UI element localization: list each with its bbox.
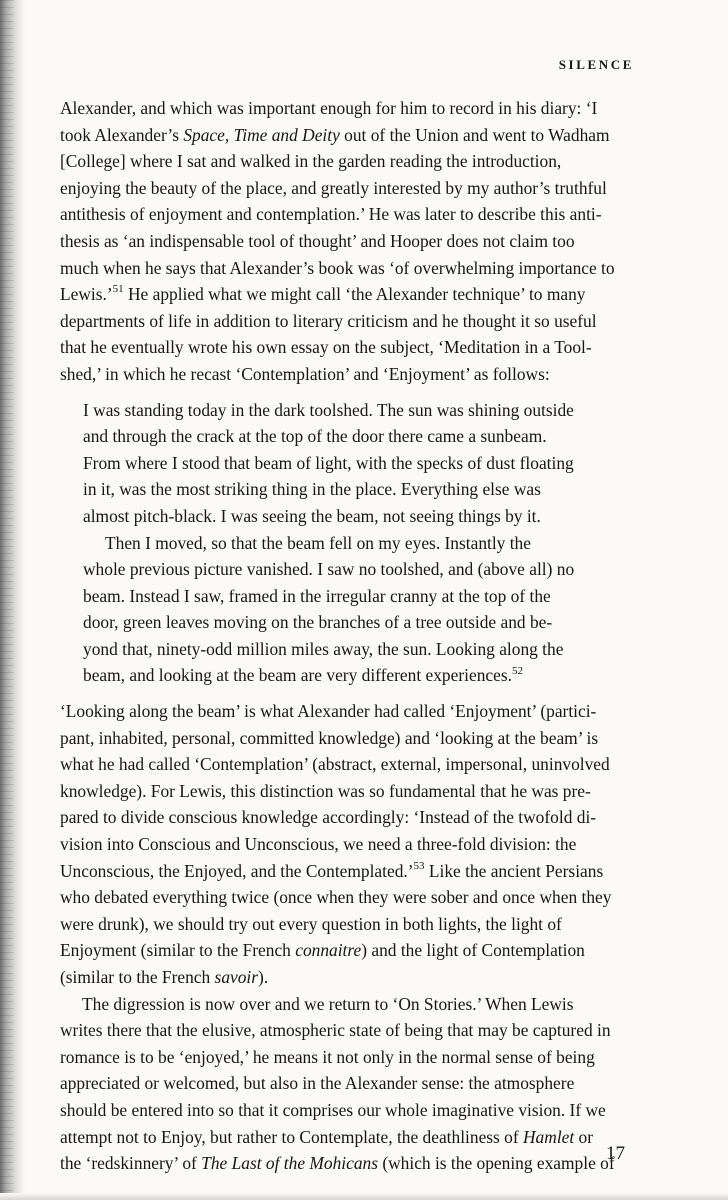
text-line: enjoying the beauty of the place, and greatly interested by my author’s truthful	[60, 177, 607, 198]
text-line: vision into Conscious and Unconscious, we need a three-fold division: the	[60, 834, 577, 855]
text-line: took Alexander’s Space, Time and Deity out of the Union and went to Wadham	[60, 124, 610, 145]
running-head: SILENCE	[558, 57, 634, 72]
text-line: antithesis of enjoyment and contemplation.’ He was later to describe this anti-	[60, 204, 602, 225]
text-line: what he had called ‘Contemplation’ (abstract, external, impersonal, uninvolved	[60, 754, 610, 775]
text-line: almost pitch-black. I was seeing the beam, not seeing things by it.	[83, 505, 541, 526]
paragraph-2	[60, 698, 625, 991]
footnote-marker: 53	[413, 859, 425, 872]
text-line: The digression is now over and we return to ‘On Stories.’ When Lewis	[82, 993, 574, 1014]
page-number: 17	[606, 1143, 625, 1164]
footnote-marker: 52	[511, 664, 523, 677]
text-line: beam. Instead I saw, framed in the irregular cranny at the top of the	[83, 585, 551, 606]
text-line: yond that, ninety-odd million miles away, the sun. Looking along the	[83, 638, 564, 659]
text-line: I was standing today in the dark toolshed. The sun was shining outside	[83, 399, 574, 420]
paragraph-3	[60, 991, 625, 1177]
body-text	[60, 95, 625, 1177]
text-line: who debated everything twice (once when they were sober and once when they	[60, 887, 612, 908]
text-line: ‘Looking along the beam’ is what Alexander had called ‘Enjoyment’ (partici-	[60, 701, 597, 722]
text-line: door, green leaves moving on the branches of a tree outside and be-	[83, 612, 553, 633]
book-spine-texture	[0, 0, 14, 1200]
text-line: knowledge). For Lewis, this distinction was so fundamental that he was pre-	[60, 780, 591, 801]
italic-title: savoir	[214, 967, 259, 987]
text-line: Enjoyment (similar to the French connaitre) and the light of Contemplation	[60, 940, 585, 961]
italic-title: Hamlet	[523, 1126, 575, 1147]
italic-title: Space, Time and Deity	[183, 124, 340, 145]
block-quote	[83, 397, 625, 690]
text-line: Alexander, and which was important enough for him to record in his diary: ‘I	[60, 98, 598, 118]
text-line: Lewis.’$^{51}$ He applied what we might call ‘the Alexander technique’ to many	[60, 283, 586, 305]
text-line: the ‘redskinnery’ of The Last of the Mohicans (which is the opening example of	[60, 1153, 615, 1174]
text-line: writes there that the elusive, atmospheric state of being that may be captured in	[60, 1020, 611, 1041]
text-line: romance is to be ‘enjoyed,’ he means it not only in the normal sense of being	[60, 1046, 595, 1067]
text-line: From where I stood that beam of light, with the specks of dust floating	[83, 452, 574, 473]
text-line: (similar to the French savoir).	[60, 967, 269, 987]
text-line: in it, was the most striking thing in the place. Everything else was	[83, 479, 541, 500]
text-line: much when he says that Alexander’s book was ‘of overwhelming importance to	[60, 257, 615, 278]
text-line: that he eventually wrote his own essay on the subject, ‘Meditation in a Tool-	[60, 337, 592, 358]
text-line: pared to divide conscious knowledge accordingly: ‘Instead of the twofold di-	[60, 807, 597, 828]
quote-paragraph-2	[83, 530, 625, 690]
text-line: Unconscious, the Enjoyed, and the Contemplated.’$^{53}$ Like the ancient Persians	[60, 859, 604, 881]
italic-title: The Last of the Mohicans	[201, 1153, 378, 1174]
italic-title: connaitre	[295, 940, 362, 961]
text-line: should be entered into so that it comprises our whole imaginative vision. If we	[60, 1099, 606, 1120]
text-line: shed,’ in which he recast ‘Contemplation’ and ‘Enjoyment’ as follows:	[60, 363, 550, 384]
text-line: attempt not to Enjoy, but rather to Contemplate, the deathliness of Hamlet or	[60, 1126, 594, 1147]
text-line: thesis as ‘an indispensable tool of thought’ and Hooper does not claim too	[60, 230, 575, 251]
text-line: [College] where I sat and walked in the garden reading the introduction,	[60, 151, 562, 172]
footnote-marker: 51	[112, 283, 124, 296]
quote-paragraph-1	[83, 397, 625, 530]
text-line: pant, inhabited, personal, committed knowledge) and ‘looking at the beam’ is	[60, 727, 599, 748]
text-line: were drunk), we should try out every question in both lights, the light of	[60, 913, 562, 934]
text-line: Then I moved, so that the beam fell on my eyes. Instantly the	[105, 532, 531, 553]
page-bottom-edge	[0, 1193, 728, 1200]
text-line: and through the crack at the top of the door there came a sunbeam.	[83, 426, 547, 447]
paragraph-1	[60, 95, 625, 388]
text-line: beam, and looking at the beam are very different experiences.$^{52}$	[83, 664, 523, 686]
text-line: departments of life in addition to literary criticism and he thought it so useful	[60, 310, 597, 331]
text-line: whole previous picture vanished. I saw no toolshed, and (above all) no	[83, 559, 575, 580]
text-line: appreciated or welcomed, but also in the Alexander sense: the atmosphere	[60, 1073, 575, 1094]
